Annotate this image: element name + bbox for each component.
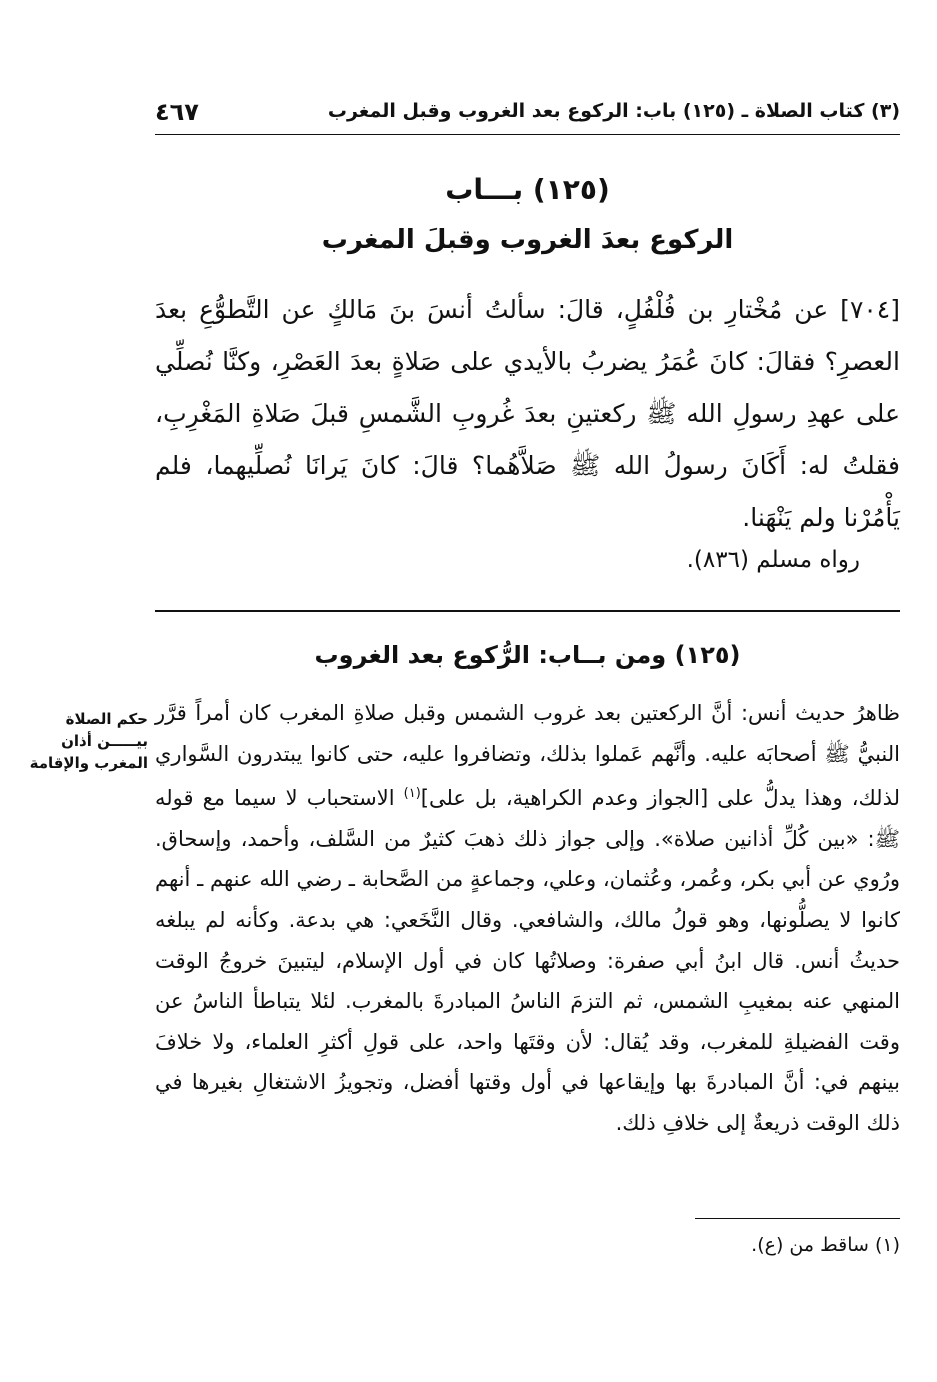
header-rule <box>155 134 900 135</box>
commentary-heading: (١٢٥) ومن بــاب: الرُّكوع بعد الغروب <box>314 641 741 669</box>
footnote: (١) ساقط من (ع). <box>751 1234 900 1256</box>
margin-note: حكم الصلاة بيـــــن أذان المغرب والإقامة <box>29 710 148 772</box>
commentary-text-part-1: ظاهرُ حديث أنس: أنَّ الركعتين بعد غروب الشمس وقبل صلاةِ المغرب كان أمراً قرَّر النبيُّ ﷺ أصحابَه عليه. وأنَّهم عَملوا بذلك، وتضافروا عليه، حتى كانوا يبتدرون السَّواري لذلك، وهذا يدلُّ على [الجواز وعدم الكراهية، بل على] <box>155 701 900 811</box>
page-number: ٤٦٧ <box>155 98 199 126</box>
chapter-title: الركوع بعدَ الغروب وقبلَ المغرب <box>321 225 734 255</box>
hadith-text: [٧٠٤] عن مُخْتارِ بن فُلْفُلٍ، قالَ: سألتُ أنسَ بنَ مَالكٍ عن التَّطوُّعِ بعدَ العصرِ؟ فقالَ: كانَ عُمَرُ يضربُ بالأيدي على صَلاةٍ بعدَ العَصْرِ، وكنَّا نُصلِّي على عهدِ رسولِ الله ﷺ ركعتينِ بعدَ غُروبِ الشَّمسِ قبلَ صَلاةِ المَغْرِبِ، فقلتُ له: أَكَانَ رسولُ الله ﷺ صَلاَّهُما؟ قالَ: كانَ يَرانَا نُصلِّيهما، فلم يَأْمُرْنا ولم يَنْهَنا. <box>155 295 900 532</box>
commentary-text <box>155 693 900 1144</box>
chapter-heading: (١٢٥) بـــاب <box>445 173 610 206</box>
commentary-text-part-2: الاستحباب لا سيما مع قوله ﷺ: «بين كُلِّ أذانين صلاة». وإلى جواز ذلك ذهبَ كثيرٌ من السَّلف، وأحمد، وإسحاق. ورُوي عن أبي بكر، وعُمر، وعُثمان، وعلي، وجماعةٍ من الصَّحابة ـ رضي الله عنهم ـ أنهم كانوا لا يصلُّونها، وهو قولُ مالك، والشافعي. وقال النَّخَعي: هي بدعة. وكأنه لم يبلغه حديثُ أنس. قال ابنُ أبي صفرة: وصلاتُها كان في أول الإسلام، ليتبينَ خروجُ الوقت المنهي عنه بمغيبِ الشمس، ثم التزمَ الناسُ المبادرةَ بالمغرب. لئلا يتباطأ الناسُ عن وقت الفضيلةِ للمغرب، وقد يُقال: لأن وقتَها واحد، على قولِ أكثرِ العلماء، ولا خلافَ بينهم في: أنَّ المبادرةَ بها وإيقاعها في أول وقتها أفضل، وتجويزُ الاشتغالِ بغيرها في ذلك الوقت ذريعةٌ إلى خلافِ ذلك. <box>155 786 900 1135</box>
section-divider <box>155 610 900 612</box>
footnote-rule <box>695 1218 900 1219</box>
running-header <box>155 98 900 132</box>
hadith-source: رواه مسلم (٨٣٦). <box>686 547 860 573</box>
running-title: (٣) كتاب الصلاة ـ (١٢٥) باب: الركوع بعد الغروب وقبل المغرب <box>327 100 900 122</box>
footnote-reference[interactable]: (١) <box>403 786 421 802</box>
